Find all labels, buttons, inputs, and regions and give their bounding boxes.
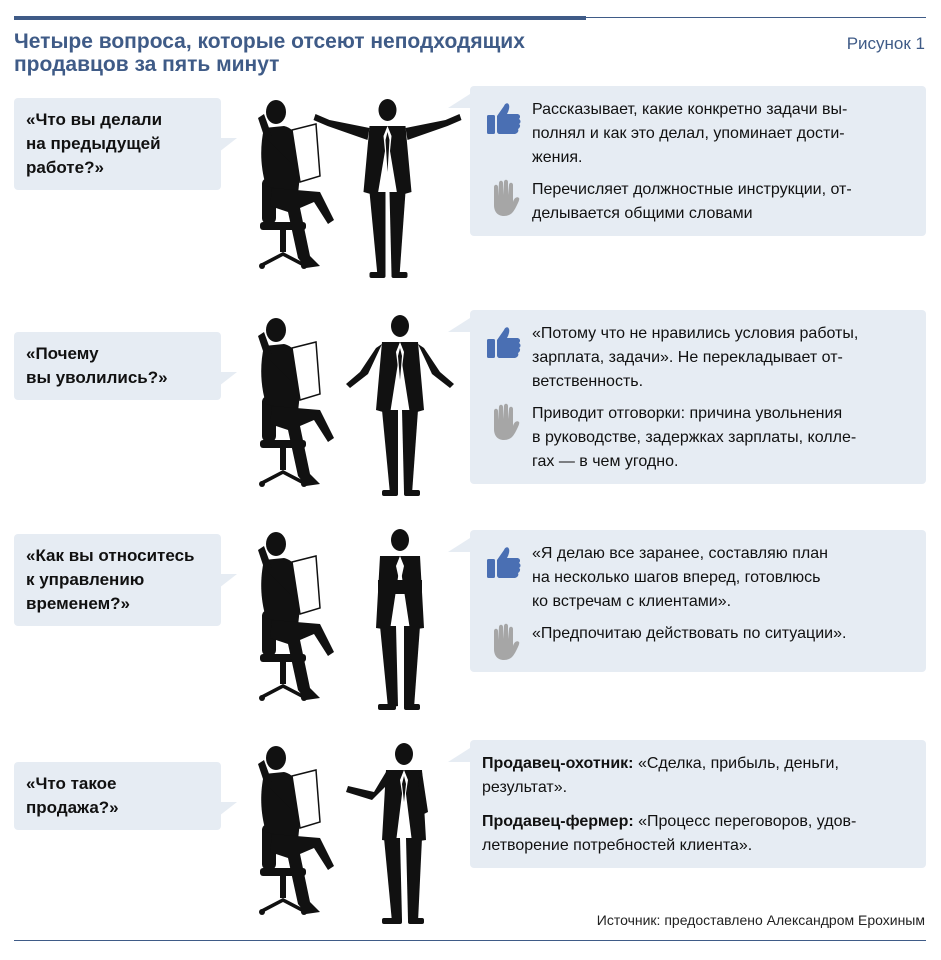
question-bubble [14,762,221,830]
candidate-shrug-silhouette [346,315,454,496]
interview-silhouettes [250,96,470,286]
thumbs-up-icon [484,322,524,362]
answer-line: Приводит отговорки: причина увольнения [532,405,843,422]
question-line: «Почему [26,344,99,363]
interview-illustration [250,528,470,718]
candidate-arms-spread-silhouette [314,99,462,278]
answer-line: ко встречам с клиентами». [532,593,732,610]
answer-line: ветственность. [532,373,644,390]
answer-panel [470,310,926,484]
title-line: Четыре вопроса, которые отсеют неподходящих [14,30,525,53]
interview-illustration [250,742,470,932]
answer-line: на несколько шагов вперед, готовлюсь [532,569,821,586]
thumbs-up-icon [484,542,524,582]
bad-answer [482,622,912,662]
candidate-crossed-arms-silhouette [376,529,424,710]
seller-type-text: летворение потребностей клиента». [482,837,753,854]
top-rule [14,16,586,20]
question-line: «Как вы относитесь [26,546,195,565]
bad-answer [482,402,912,474]
question-bubble [14,534,221,626]
question-bubble [14,98,221,190]
question-line: к управлению [26,570,145,589]
answer-line: в руководстве, задержках зарплаты, колле- [532,429,857,446]
question-line: «Что такое [26,774,117,793]
answer-line: Перечисляет должностные инструкции, от- [532,181,852,198]
seated-interviewer-silhouette [258,746,334,915]
seller-type-hunter [482,752,912,800]
answer-line: Рассказывает, какие конкретно задачи вы- [532,101,848,118]
interview-silhouettes [250,528,470,718]
candidate-gesture-silhouette [346,743,428,924]
bottom-rule [14,940,926,941]
good-answer [482,322,912,394]
seated-interviewer-silhouette [258,318,334,487]
seller-type-name: Продавец-охотник: [482,755,634,772]
answer-line: «Предпочитаю действовать по ситуации». [532,625,847,642]
bad-answer [482,178,912,226]
source-note: Источник: предоставлено Александром Ерохиным [596,912,925,928]
figure-label: Рисунок 1 [846,34,925,53]
seller-type-name: Продавец-фермер: [482,813,634,830]
answer-panel [470,740,926,868]
question-bubble [14,332,221,400]
seated-interviewer-silhouette [258,532,334,701]
question-line: временем?» [26,594,131,613]
seller-type-farmer [482,810,912,858]
question-line: на предыдущей [26,134,161,153]
answer-line: гах — в чем угодно. [532,453,679,470]
seller-type-text: «Процесс переговоров, удов- [633,813,857,830]
good-answer [482,542,912,614]
title-line: продавцов за пять минут [14,53,280,76]
answer-panel [470,86,926,236]
figure-title [14,30,654,76]
stop-hand-icon [484,402,524,442]
question-line: «Что вы делали [26,110,163,129]
good-answer [482,98,912,170]
seller-type-text: «Сделка, прибыль, деньги, [633,755,839,772]
seated-interviewer-silhouette [258,100,334,269]
top-rule-thin [586,17,926,18]
interview-silhouettes [250,742,470,932]
answer-line: «Потому что не нравились условия работы, [532,325,859,342]
answer-line: полнял и как это делал, упоминает дости- [532,125,845,142]
interview-silhouettes [250,314,470,504]
question-line: продажа?» [26,798,119,817]
question-line: работе?» [26,158,104,177]
stop-hand-icon [484,622,524,662]
question-line: вы уволились?» [26,368,168,387]
answer-line: делывается общими словами [532,205,753,222]
seller-type-text: результат». [482,779,568,796]
answer-line: зарплата, задачи». Не перекладывает от- [532,349,843,366]
answer-line: «Я делаю все заранее, составляю план [532,545,828,562]
answer-line: жения. [532,149,583,166]
answer-panel [470,530,926,672]
stop-hand-icon [484,178,524,218]
interview-illustration [250,96,470,286]
thumbs-up-icon [484,98,524,138]
interview-illustration [250,314,470,504]
